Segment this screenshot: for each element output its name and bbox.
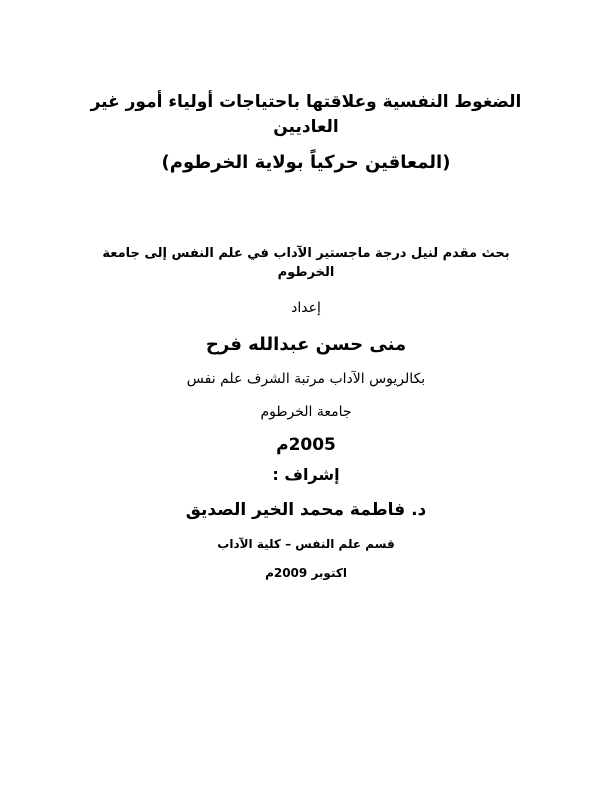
purpose-line-2: الخرطوم [277, 265, 335, 280]
author-year: 2005م [276, 435, 336, 455]
author-degree: بكالريوس الآداب مرتبة الشرف علم نفس [186, 371, 426, 387]
author-university: جامعة الخرطوم [260, 404, 352, 420]
author-name: منى حسن عبدالله فرح [205, 334, 407, 355]
department: قسم علم النفس – كلية الآداب [217, 537, 395, 551]
purpose-line-1: بحث مقدم لنيل درجة ماجستير الآداب في علم النفس إلى جامعة [102, 246, 510, 261]
title-subtitle: (المعاقين حركياً بولاية الخرطوم) [161, 152, 451, 173]
supervisor-name: د. فاطمة محمد الخير الصديق [185, 500, 427, 520]
supervision-label: إشراف : [272, 465, 340, 484]
submission-date: اكتوبر 2009م [265, 566, 347, 580]
prepared-by-label: إعداد [291, 300, 321, 316]
title-line-2: العاديين [273, 117, 339, 137]
title-line-1: الضغوط النفسية وعلاقتها باحتياجات أولياء أمور غير [90, 92, 522, 112]
